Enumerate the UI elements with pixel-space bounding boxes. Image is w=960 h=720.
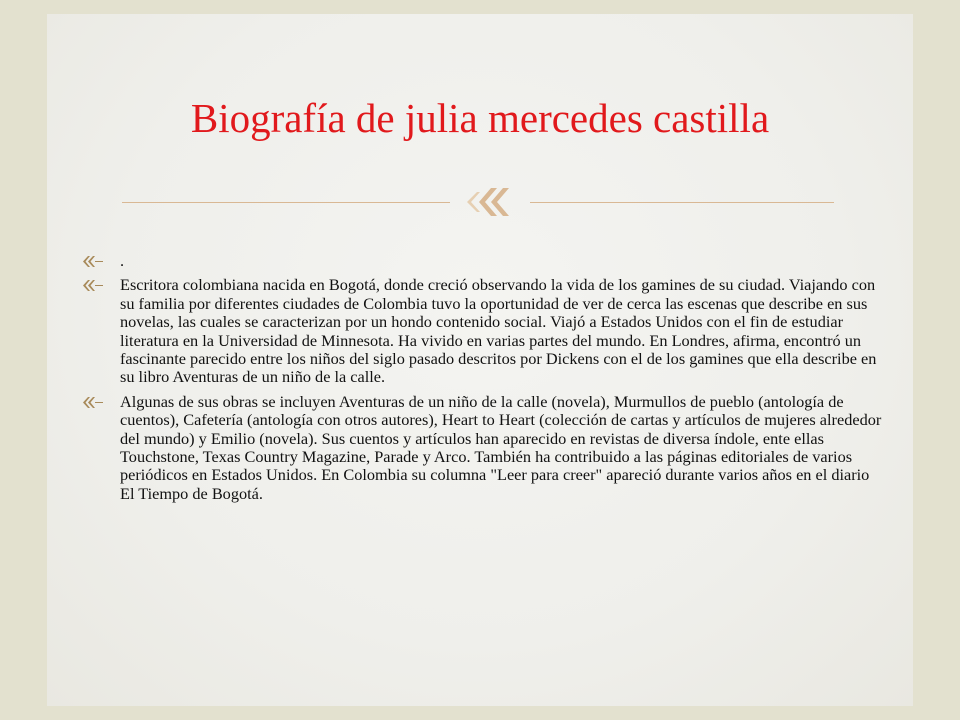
slide — [47, 14, 913, 706]
bullet-text: . — [120, 251, 125, 270]
slide-title: Biografía de julia mercedes castilla — [190, 95, 770, 141]
list-item — [82, 276, 882, 386]
double-chevron-bullet-icon — [82, 279, 104, 292]
list-item — [82, 393, 882, 503]
divider-line-right — [530, 202, 834, 203]
double-chevron-bullet-icon — [82, 255, 104, 268]
double-chevron-bullet-icon — [82, 396, 104, 409]
double-chevron-ornament-icon — [451, 182, 527, 222]
divider-line-left — [122, 202, 450, 203]
bullet-text: Algunas de sus obras se incluyen Aventuras de un niño de la calle (novela), Murmullos de pueblo (antología de cuentos), Cafetería (antología con otros autores), Heart to Heart (colección de cartas y artículos de mujeres alrededor del mundo) y Emilio (novela). Sus cuentos y artículos han aparecido en revistas de diversa índole, ente ellas Touchstone, Texas Country Magazine, Parade y Arco. También ha contribuido a las páginas editoriales de varios periódicos en Estados Unidos. En Colombia su columna "Leer para creer" apareció durante varios años en el diario El Tiempo de Bogotá. — [120, 391, 882, 503]
bullet-text: Escritora colombiana nacida en Bogotá, donde creció observando la vida de los gamines de su ciudad. Viajando con su familia por diferentes ciudades de Colombia tuvo la oportunidad de ver de cerca las escenas que describe en sus novelas, las cuales se caracterizan por un hondo contenido social. Viajó a Estados Unidos con el fin de estudiar literatura en la Universidad de Minnesota. Ha vivido en varias partes del mundo. En Londres, afirma, encontró un fascinante parecido entre los niños del siglo pasado descritos por Dickens con el de los gamines que ella describe en su libro Aventuras de un niño de la calle. — [120, 275, 877, 387]
bullet-list — [82, 252, 882, 509]
list-item — [82, 252, 882, 270]
